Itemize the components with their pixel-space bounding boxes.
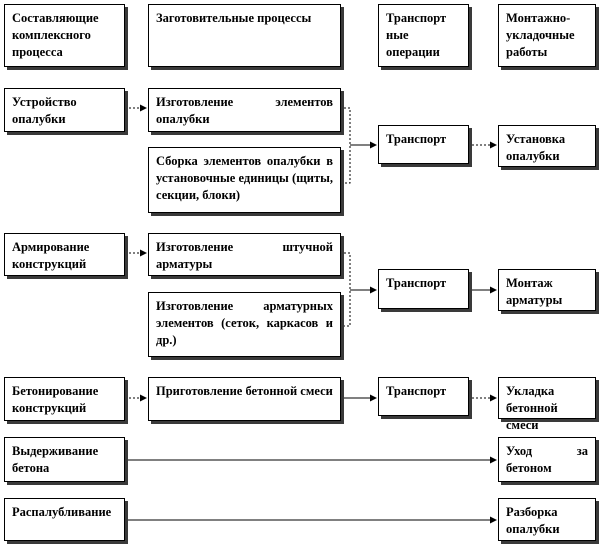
transport-reinforcement: Транспорт (378, 269, 469, 309)
component-stripping: Распалубливание (4, 498, 125, 541)
prep-reinforcement-pieces: Изготовление штучной арматуры (148, 233, 341, 276)
component-reinforcement: Армирование конструкций (4, 233, 125, 276)
result-formwork-install: Установка опалубки (498, 125, 596, 167)
header-preparatory: Заготовительные процессы (148, 4, 341, 67)
result-formwork-dismantle: Разборка опалубки (498, 498, 596, 541)
prep-concrete-mix: Приготовление бетонной смеси (148, 377, 341, 421)
prep-formwork-elements: Изготовление элементов опалубки (148, 88, 341, 132)
header-components: Составляющие комплексного процесса (4, 4, 125, 67)
bracket-formwork-prep (340, 108, 350, 183)
prep-formwork-assembly: Сборка элементов опалубки в установочные единицы (щиты, секции, блоки) (148, 147, 341, 213)
component-formwork: Устройство опалубки (4, 88, 125, 132)
result-concrete-placing: Укладка бетонной смеси (498, 377, 596, 419)
component-concreting: Бетонирование конструкций (4, 377, 125, 421)
header-transport: Транспорт ные операции (378, 4, 469, 67)
transport-formwork: Транспорт (378, 125, 469, 164)
transport-concreting: Транспорт (378, 377, 469, 416)
header-installation: Монтажно-укладочные работы (498, 4, 596, 67)
component-curing: Выдерживание бетона (4, 437, 125, 482)
result-concrete-care: Уход за бетоном (498, 437, 596, 482)
bracket-reinforcement-prep (340, 253, 350, 326)
prep-reinforcement-elements: Изготовление арматурных элементов (сеток, каркасов и др.) (148, 292, 341, 357)
result-reinforcement-install: Монтаж арматуры (498, 269, 596, 311)
